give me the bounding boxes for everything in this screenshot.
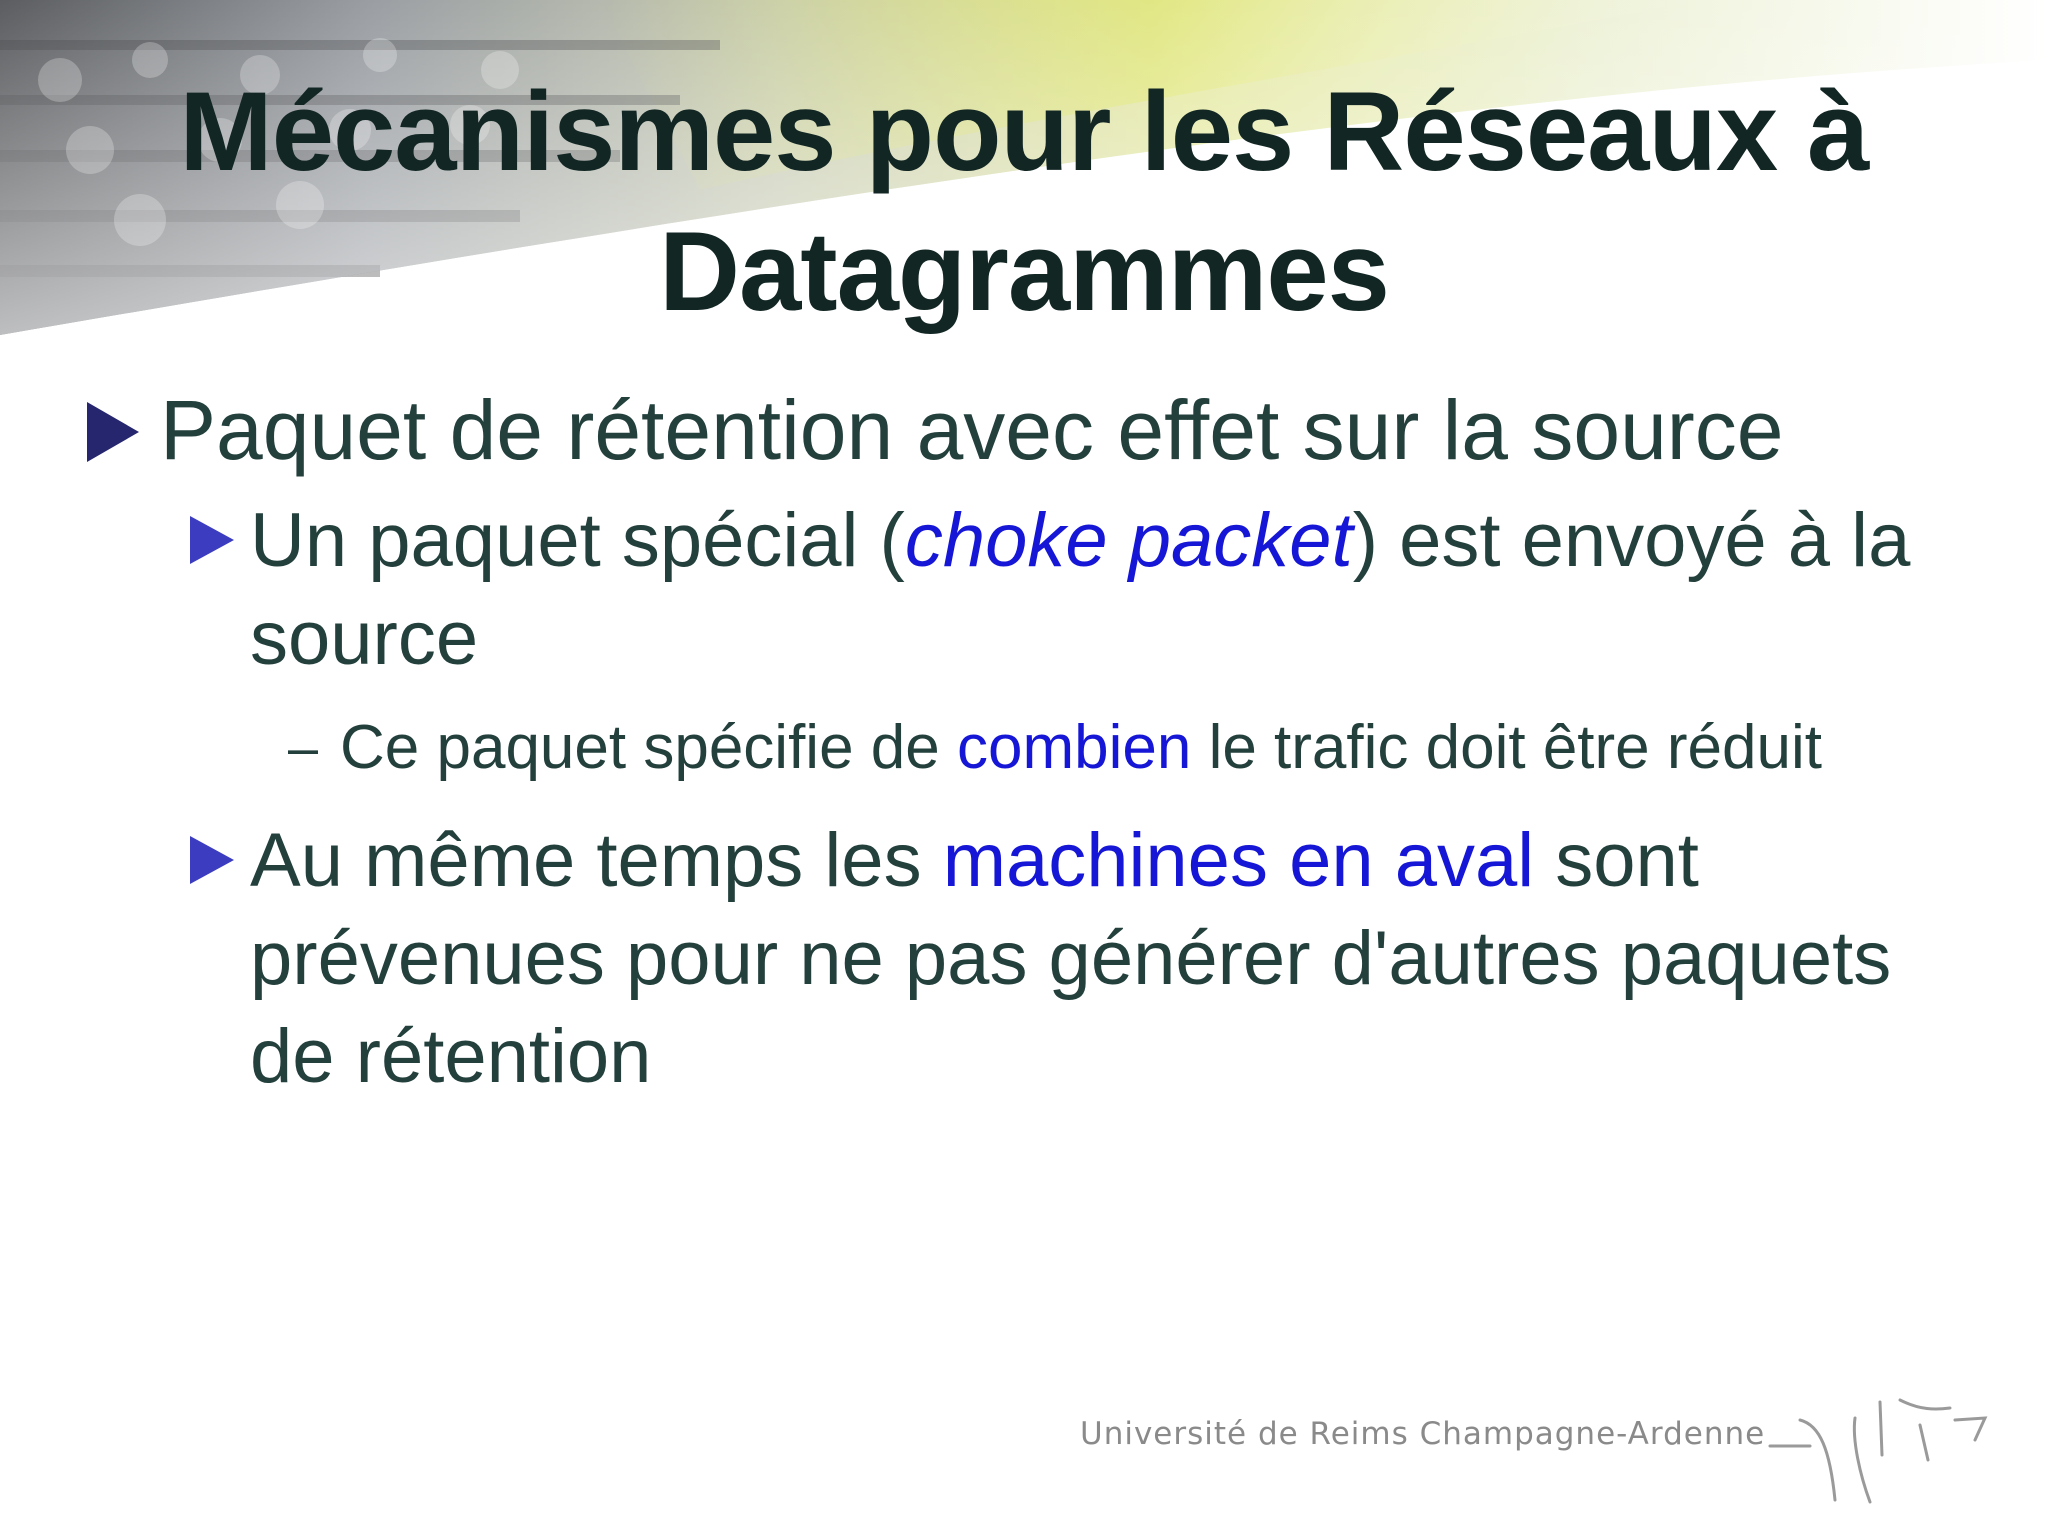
slide-body	[80, 380, 2020, 1106]
title-line-2: Datagrammes	[659, 209, 1389, 334]
bullet-text-emphasis: machines en aval	[942, 818, 1535, 903]
bullet-text-post: ) est envoyé à la	[1352, 498, 1911, 583]
bullet-text-line2: source	[250, 596, 479, 681]
title-line-1: Mécanismes pour les Réseaux à	[179, 69, 1869, 194]
slide-title	[0, 62, 2048, 342]
triangle-bullet-icon	[190, 516, 234, 564]
bullet-text: Paquet de rétention avec effet sur la source	[160, 383, 1784, 477]
bullet-text-line2: prévenues pour ne pas générer d'autres paquets	[250, 916, 1892, 1001]
bullet-level2-choke-packet	[250, 492, 2020, 688]
bullet-text-emphasis: choke packet	[904, 498, 1353, 583]
bullet-text-post: le trafic doit être réduit	[1191, 713, 1822, 782]
bullet-text-pre: Au même temps les	[250, 818, 943, 903]
university-logo-icon	[1760, 1380, 2000, 1510]
bullet-text-line3: de rétention	[250, 1014, 652, 1099]
bullet-level1-retention-packet	[80, 380, 2020, 480]
bullet-text-pre: Ce paquet spécifie de	[340, 713, 957, 782]
triangle-bullet-icon	[87, 402, 139, 462]
triangle-bullet-icon	[190, 836, 234, 884]
dash-bullet-icon: –	[288, 718, 319, 778]
bullet-text-post: sont	[1534, 818, 1699, 903]
bullet-text-pre: Un paquet spécial (	[250, 498, 905, 583]
bullet-text-emphasis: combien	[956, 713, 1192, 782]
university-name: Université de Reims Champagne-Ardenne	[1080, 1416, 1766, 1452]
bullet-level2-machines-aval	[250, 812, 2020, 1106]
bullet-level3-combien	[288, 706, 2020, 790]
